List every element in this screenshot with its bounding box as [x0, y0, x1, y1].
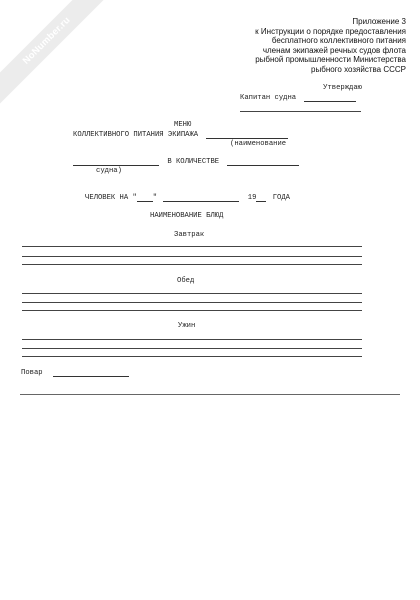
- month-field-line: [163, 193, 239, 202]
- quantity-field-line: [227, 157, 299, 166]
- captain-name-line: [240, 111, 361, 112]
- menu-line1-text: КОЛЛЕКТИВНОГО ПИТАНИЯ ЭКИПАЖА: [73, 131, 199, 139]
- quantity-row: [73, 157, 299, 166]
- appendix-header: [186, 17, 406, 75]
- header-line: членам экипажей речных судов флота: [262, 45, 406, 55]
- vessel-hint: судна): [96, 167, 122, 175]
- breakfast-line: [22, 246, 362, 247]
- meal-dinner-label: Ужин: [178, 322, 196, 330]
- cook-row: [21, 368, 129, 377]
- header-line: к Инструкции о порядке предоставления: [255, 26, 406, 36]
- menu-line1: [73, 130, 288, 139]
- year-suffix: ГОДА: [272, 194, 290, 202]
- name-hint: (наименование: [230, 140, 287, 148]
- breakfast-line: [22, 264, 362, 265]
- menu-title: МЕНЮ: [174, 121, 192, 129]
- persons-row: [85, 193, 290, 202]
- vessel-field-line: [73, 157, 159, 166]
- bottom-rule: [20, 394, 400, 395]
- watermark-ribbon: NoNumber.ru: [0, 0, 115, 109]
- persons-prefix: ЧЕЛОВЕК НА ": [85, 194, 137, 202]
- vessel-name-line: [206, 130, 288, 139]
- persons-quote: ": [152, 194, 158, 202]
- cook-label: Повар: [21, 369, 43, 377]
- lunch-line: [22, 310, 362, 311]
- dinner-line: [22, 356, 362, 357]
- year-prefix: 19: [247, 194, 257, 202]
- header-line: рыбного хозяйства СССР: [311, 64, 406, 74]
- header-line: бесплатного коллективного питания: [271, 36, 406, 46]
- breakfast-line: [22, 256, 362, 257]
- captain-signature-line: [304, 93, 356, 102]
- header-line: Приложение 3: [352, 17, 406, 26]
- lunch-line: [22, 302, 362, 303]
- captain-label: Капитан судна: [240, 94, 297, 102]
- dishes-title: НАИМЕНОВАНИЕ БЛЮД: [150, 212, 224, 220]
- day-field-line: [137, 193, 153, 202]
- approve-title: Утверждаю: [323, 84, 362, 92]
- meal-breakfast-label: Завтрак: [174, 231, 205, 239]
- quantity-label: В КОЛИЧЕСТВЕ: [167, 158, 220, 166]
- header-line: рыбной промышленности Министерства: [255, 55, 406, 65]
- captain-row: [240, 93, 356, 102]
- dinner-line: [22, 348, 362, 349]
- cook-signature-line: [53, 368, 129, 377]
- year-field-line: [256, 193, 266, 202]
- lunch-line: [22, 293, 362, 294]
- dinner-line: [22, 339, 362, 340]
- meal-lunch-label: Обед: [177, 277, 195, 285]
